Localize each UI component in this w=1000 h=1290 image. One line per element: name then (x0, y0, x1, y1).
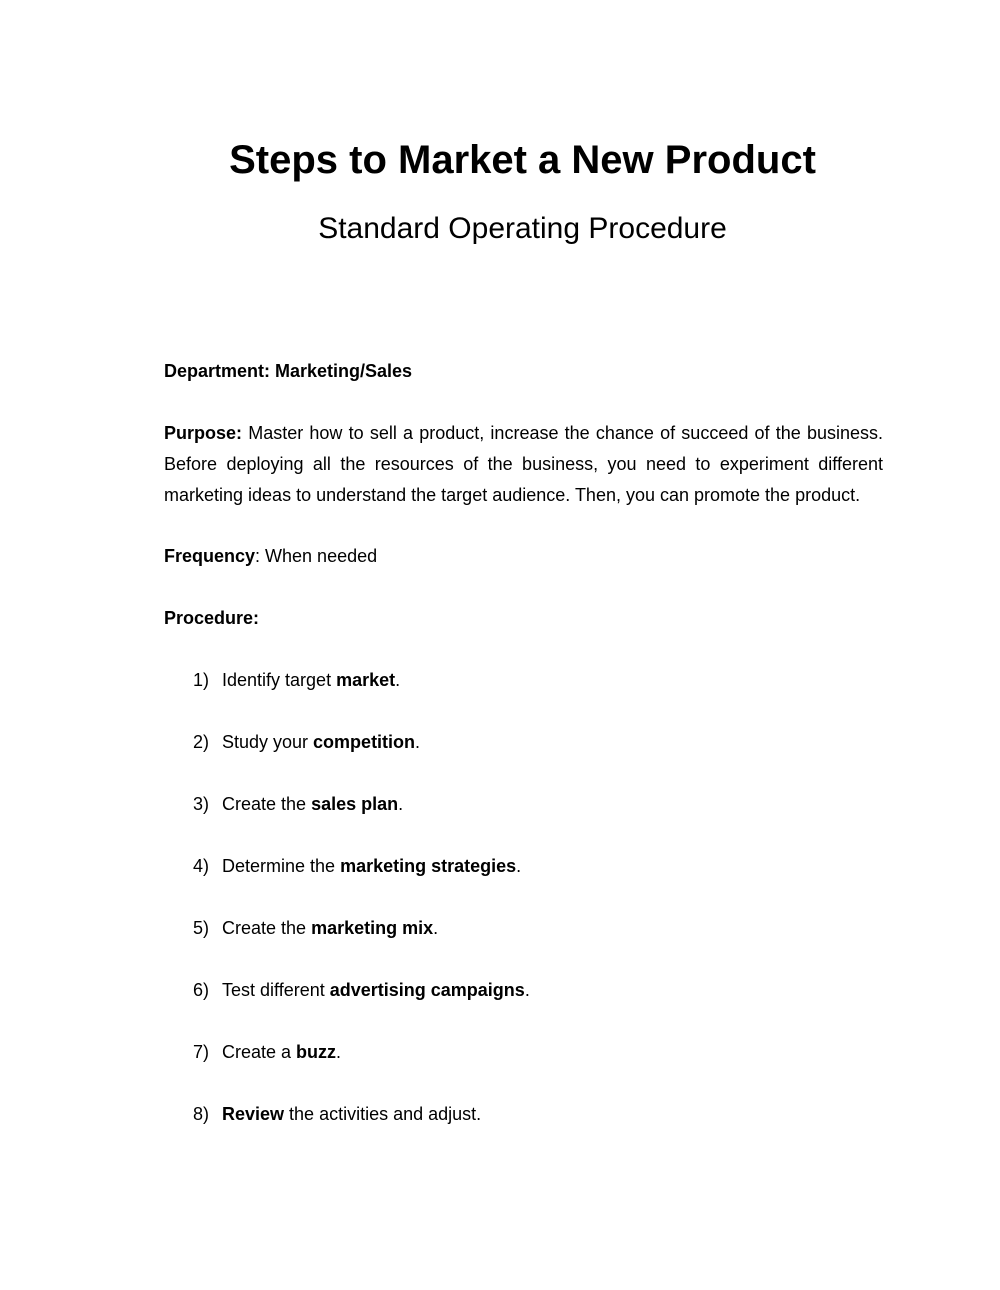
step-text-before: Determine the (222, 856, 341, 876)
procedure-heading (164, 603, 883, 634)
procedure-step (193, 851, 883, 913)
step-text (222, 913, 438, 975)
procedure-step (193, 665, 883, 727)
step-text-keyword: marketing mix (311, 918, 434, 938)
frequency-label: Frequency (164, 546, 256, 566)
document-title: Steps to Market a New Product (229, 138, 816, 182)
step-text-after: . (395, 670, 401, 690)
step-text-before: Create a (222, 1042, 297, 1062)
step-number: 5) (193, 918, 210, 938)
step-number: 1) (193, 670, 210, 690)
step-text-keyword: marketing strategies (340, 856, 517, 876)
procedure-step (193, 727, 883, 789)
step-text-before: Study your (222, 732, 314, 752)
step-text-after: . (415, 732, 421, 752)
step-text (222, 1099, 481, 1161)
step-text-after: . (524, 980, 530, 1000)
step-text-before: Test different (222, 980, 330, 1000)
step-number: 8) (193, 1104, 210, 1124)
purpose-text: Master how to sell a product, increase the chance of succeed of the business. Before deploying all the resources of the business, you need to experiment different marketing ideas to understand the target audience. Then, you can promote the product. (164, 423, 883, 505)
step-text-after: . (516, 856, 522, 876)
step-text-keyword: sales plan (311, 794, 399, 814)
department-label: Department: Marketing/Sales (164, 361, 413, 381)
step-text (222, 1037, 341, 1099)
step-text (222, 665, 400, 727)
step-text-keyword: buzz (296, 1042, 337, 1062)
procedure-steps-list (193, 665, 883, 1161)
procedure-step (193, 1037, 883, 1099)
step-text-after: the activities and adjust. (284, 1104, 482, 1124)
step-text-keyword: competition (313, 732, 416, 752)
procedure-label: Procedure: (164, 608, 260, 628)
step-text-after: . (336, 1042, 342, 1062)
step-number: 4) (193, 856, 210, 876)
step-text-keyword: market (336, 670, 396, 690)
step-text-after: . (433, 918, 439, 938)
document-subtitle: Standard Operating Procedure (318, 212, 727, 245)
frequency-line (164, 541, 883, 572)
step-text-before: Identify target (222, 670, 337, 690)
procedure-step (193, 913, 883, 975)
step-number: 2) (193, 732, 210, 752)
purpose-label: Purpose: (164, 423, 243, 443)
step-number: 3) (193, 794, 210, 814)
step-text-keyword: advertising campaigns (329, 980, 525, 1000)
frequency-text: : When needed (255, 546, 378, 566)
step-text (222, 727, 420, 789)
step-text-after: . (398, 794, 404, 814)
step-number: 6) (193, 980, 210, 1000)
procedure-step (193, 1099, 883, 1161)
step-text-keyword: Review (222, 1104, 285, 1124)
department-line (164, 356, 883, 387)
procedure-step (193, 975, 883, 1037)
step-text (222, 789, 403, 851)
step-text-before: Create the (222, 794, 312, 814)
step-text (222, 851, 521, 913)
procedure-step (193, 789, 883, 851)
step-text-before: Create the (222, 918, 312, 938)
purpose-paragraph (164, 418, 883, 511)
step-number: 7) (193, 1042, 210, 1062)
step-text (222, 975, 530, 1037)
